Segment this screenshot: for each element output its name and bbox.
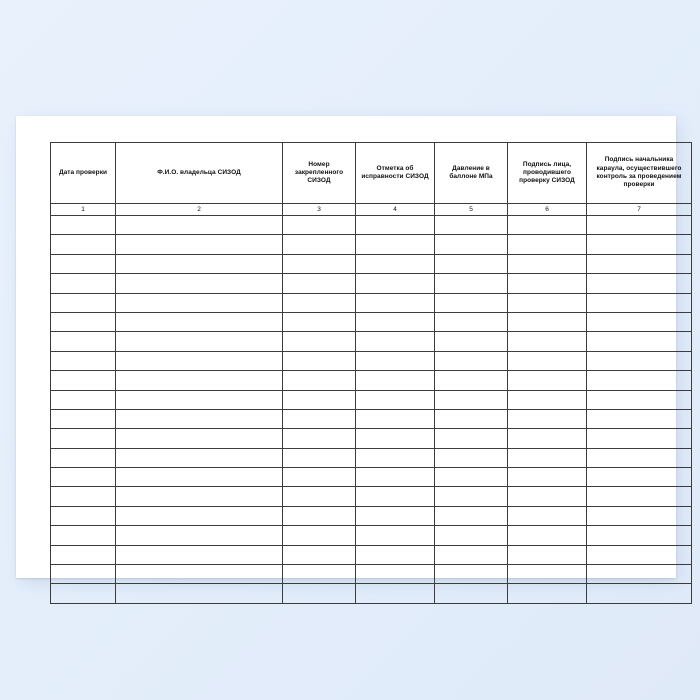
table-cell[interactable] [587,293,692,312]
column-number-6: 6 [508,204,587,216]
table-cell[interactable] [508,487,587,506]
table-cell[interactable] [435,506,508,525]
table-row[interactable] [51,371,692,390]
table-cell[interactable] [283,584,356,603]
table-cell[interactable] [51,371,116,390]
table-cell[interactable] [435,293,508,312]
table-cell[interactable] [435,371,508,390]
table-row[interactable] [51,235,692,254]
table-cell[interactable] [51,468,116,487]
table-cell[interactable] [508,293,587,312]
table-row[interactable] [51,254,692,273]
table-cell[interactable] [435,312,508,331]
column-number-7: 7 [587,204,692,216]
table-cell[interactable] [587,545,692,564]
table-cell[interactable] [116,506,283,525]
column-header-guard-chief-signature: Подпись начальника караула, осуществившего контроль за проведением проверки [587,143,692,204]
table-row[interactable] [51,565,692,584]
table-cell[interactable] [356,332,435,351]
table-cell[interactable] [116,409,283,428]
table-cell[interactable] [356,506,435,525]
table-cell[interactable] [283,235,356,254]
table-cell[interactable] [356,468,435,487]
table-cell[interactable] [283,351,356,370]
table-cell[interactable] [508,565,587,584]
table-cell[interactable] [51,409,116,428]
table-cell[interactable] [435,254,508,273]
table-cell[interactable] [283,506,356,525]
paper-sheet [16,116,682,578]
table-cell[interactable] [116,216,283,235]
table-cell[interactable] [587,351,692,370]
table-cell[interactable] [283,216,356,235]
table-cell[interactable] [116,565,283,584]
table-cell[interactable] [283,487,356,506]
table-cell[interactable] [356,351,435,370]
table-cell[interactable] [356,390,435,409]
table-cell[interactable] [356,409,435,428]
table-cell[interactable] [116,293,283,312]
table-cell[interactable] [283,448,356,467]
table-cell[interactable] [116,274,283,293]
column-header-inspector-signature: Подпись лица, проводившего проверку СИЗОД [508,143,587,204]
table-cell[interactable] [587,429,692,448]
table-cell[interactable] [356,254,435,273]
table-cell[interactable] [508,468,587,487]
table-cell[interactable] [356,448,435,467]
table-cell[interactable] [508,274,587,293]
table-cell[interactable] [116,235,283,254]
table-row[interactable] [51,468,692,487]
table-cell[interactable] [283,429,356,448]
table-cell[interactable] [587,312,692,331]
table-cell[interactable] [51,390,116,409]
table-cell[interactable] [587,235,692,254]
table-cell[interactable] [587,409,692,428]
column-number-5: 5 [435,204,508,216]
table-row[interactable] [51,390,692,409]
table-cell[interactable] [283,409,356,428]
table-cell[interactable] [508,351,587,370]
table-cell[interactable] [356,216,435,235]
table-cell[interactable] [116,584,283,603]
table-cell[interactable] [51,506,116,525]
table-row[interactable] [51,216,692,235]
table-cell[interactable] [116,545,283,564]
table-cell[interactable] [51,487,116,506]
table-cell[interactable] [283,332,356,351]
table-cell[interactable] [587,448,692,467]
table-row[interactable] [51,448,692,467]
table-cell[interactable] [116,254,283,273]
table-cell[interactable] [51,293,116,312]
table-container [50,142,682,604]
table-row[interactable] [51,584,692,603]
column-header-serviceability-mark: Отметка об исправности СИЗОД [356,143,435,204]
table-cell[interactable] [116,332,283,351]
table-row[interactable] [51,293,692,312]
table-cell[interactable] [435,235,508,254]
table-cell[interactable] [51,274,116,293]
table-body [51,216,692,604]
table-cell[interactable] [435,565,508,584]
table-cell[interactable] [51,254,116,273]
column-number-3: 3 [283,204,356,216]
table-cell[interactable] [356,235,435,254]
table-cell[interactable] [356,293,435,312]
table-cell[interactable] [587,584,692,603]
table-cell[interactable] [283,312,356,331]
table-header-row [51,143,692,204]
table-cell[interactable] [587,254,692,273]
table-cell[interactable] [435,448,508,467]
table-cell[interactable] [356,371,435,390]
column-header-owner-name: Ф.И.О. владельца СИЗОД [116,143,283,204]
column-header-date: Дата проверки [51,143,116,204]
table-row[interactable] [51,545,692,564]
table-cell[interactable] [116,371,283,390]
table-cell[interactable] [51,448,116,467]
table-cell[interactable] [508,506,587,525]
table-cell[interactable] [435,332,508,351]
table-cell[interactable] [356,274,435,293]
table-cell[interactable] [587,526,692,545]
table-row[interactable] [51,487,692,506]
table-cell[interactable] [587,565,692,584]
table-cell[interactable] [587,332,692,351]
table-cell[interactable] [587,487,692,506]
table-cell[interactable] [51,332,116,351]
table-cell[interactable] [587,216,692,235]
table-head [51,143,692,216]
table-cell[interactable] [116,487,283,506]
column-header-cylinder-pressure: Давление в баллоне МПа [435,143,508,204]
table-row[interactable] [51,409,692,428]
table-cell[interactable] [51,235,116,254]
column-header-sizod-number: Номер закрепленного СИЗОД [283,143,356,204]
table-cell[interactable] [508,390,587,409]
table-cell[interactable] [508,429,587,448]
table-cell[interactable] [508,216,587,235]
table-cell[interactable] [283,468,356,487]
table-cell[interactable] [116,390,283,409]
table-cell[interactable] [283,254,356,273]
table-cell[interactable] [51,216,116,235]
table-cell[interactable] [508,409,587,428]
table-cell[interactable] [508,371,587,390]
table-cell[interactable] [587,390,692,409]
table-cell[interactable] [356,312,435,331]
table-cell[interactable] [508,254,587,273]
table-cell[interactable] [116,526,283,545]
table-cell[interactable] [508,448,587,467]
table-cell[interactable] [116,448,283,467]
table-cell[interactable] [435,274,508,293]
table-cell[interactable] [587,468,692,487]
table-cell[interactable] [51,565,116,584]
table-cell[interactable] [283,545,356,564]
column-number-2: 2 [116,204,283,216]
table-cell[interactable] [283,565,356,584]
table-row[interactable] [51,332,692,351]
table-cell[interactable] [283,390,356,409]
table-cell[interactable] [283,526,356,545]
table-cell[interactable] [587,274,692,293]
table-cell[interactable] [116,312,283,331]
table-cell[interactable] [435,216,508,235]
column-number-4: 4 [356,204,435,216]
table-cell[interactable] [435,351,508,370]
table-cell[interactable] [356,545,435,564]
table-row[interactable] [51,526,692,545]
table-cell[interactable] [435,487,508,506]
table-cell[interactable] [283,371,356,390]
table-cell[interactable] [587,371,692,390]
column-number-1: 1 [51,204,116,216]
table-cell[interactable] [356,429,435,448]
table-cell[interactable] [435,545,508,564]
table-column-number-row [51,204,692,216]
table-cell[interactable] [435,409,508,428]
table-cell[interactable] [435,584,508,603]
table-cell[interactable] [51,584,116,603]
table-row[interactable] [51,429,692,448]
sizod-check-log-table [50,142,692,604]
table-cell[interactable] [51,526,116,545]
table-cell[interactable] [435,390,508,409]
table-cell[interactable] [283,274,356,293]
table-cell[interactable] [508,312,587,331]
table-cell[interactable] [508,545,587,564]
table-cell[interactable] [356,526,435,545]
table-cell[interactable] [508,526,587,545]
table-cell[interactable] [51,429,116,448]
table-cell[interactable] [116,429,283,448]
table-cell[interactable] [435,468,508,487]
table-cell[interactable] [51,351,116,370]
table-cell[interactable] [283,293,356,312]
table-cell[interactable] [435,429,508,448]
table-cell[interactable] [356,565,435,584]
table-cell[interactable] [51,312,116,331]
table-cell[interactable] [435,526,508,545]
table-row[interactable] [51,506,692,525]
table-cell[interactable] [508,235,587,254]
table-cell[interactable] [587,506,692,525]
table-cell[interactable] [356,584,435,603]
table-row[interactable] [51,351,692,370]
table-cell[interactable] [51,545,116,564]
table-cell[interactable] [508,584,587,603]
table-row[interactable] [51,312,692,331]
table-cell[interactable] [356,487,435,506]
table-cell[interactable] [508,332,587,351]
table-row[interactable] [51,274,692,293]
table-cell[interactable] [116,351,283,370]
table-cell[interactable] [116,468,283,487]
